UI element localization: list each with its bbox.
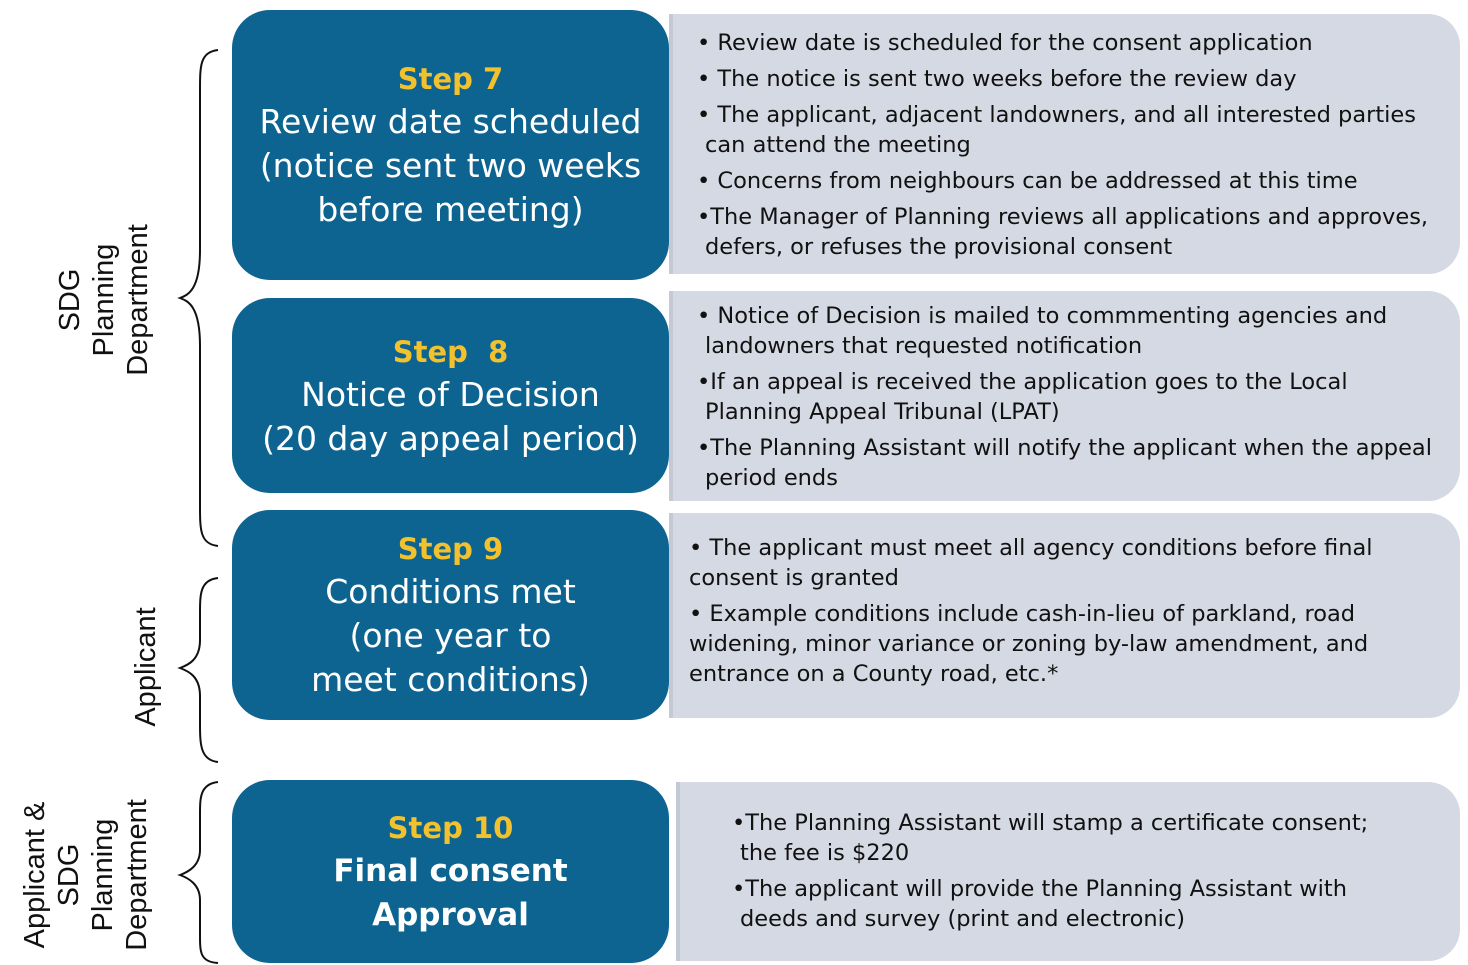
bullet-item: • The applicant, adjacent landowners, and all interested parties can attend the meeting: [697, 102, 1416, 158]
step-10-title: Step 10: [387, 810, 514, 845]
bullet-item: • The notice is sent two weeks before the review day: [697, 66, 1297, 92]
step-7-bullet-list: [697, 28, 1440, 262]
bullet-item: •If an appeal is received the application goes to the Local Planning Appeal Tribunal (LPAT): [697, 369, 1348, 425]
brace-applicant: [180, 578, 218, 762]
bullet-item: • Concerns from neighbours can be addressed at this time: [697, 168, 1358, 194]
group-label-applicant-sdg: Applicant & SDG Planning Department: [19, 799, 153, 951]
step-7-box: [232, 10, 669, 280]
bullet-item: • Notice of Decision is mailed to commmenting agencies and landowners that requested notification: [697, 303, 1388, 359]
bullet-item: • The applicant must meet all agency conditions before final consent is granted: [689, 535, 1373, 591]
group-braces: [170, 0, 230, 965]
bullet-item: • Review date is scheduled for the consent application: [697, 30, 1313, 56]
bullet-item: •The Planning Assistant will stamp a certificate consent; the fee is $220: [732, 810, 1369, 866]
step-10-text: Final consent Approval: [333, 852, 568, 933]
step-9-details: [669, 513, 1460, 718]
bullet-item: •The applicant will provide the Planning Assistant with deeds and survey (print and electronic): [732, 876, 1348, 932]
group-label-sdg-planning: SDG Planning Department: [54, 224, 154, 376]
step-9-title: Step 9: [397, 532, 504, 566]
step-9-bullet-list: [689, 533, 1440, 689]
group-label-applicant: Applicant: [130, 607, 162, 727]
step-7-text: Review date scheduled (notice sent two weeks before meeting): [259, 102, 642, 229]
step-8-text: Notice of Decision (20 day appeal period): [262, 374, 639, 458]
step-10-details: [676, 782, 1460, 961]
bullet-item: • Example conditions include cash-in-lieu of parkland, road widening, minor variance or zoning by-law amendment, and entrance on a County road, etc.*: [689, 601, 1369, 687]
step-9-box: [232, 510, 669, 720]
brace-applicant-sdg: [180, 782, 218, 963]
step-9-text: Conditions met (one year to meet conditions): [311, 572, 590, 699]
step-7-details: [669, 14, 1460, 274]
step-8-box: [232, 298, 669, 493]
step-8-title: Step 8: [392, 334, 509, 369]
step-10-bullet-list: [732, 808, 1440, 934]
step-8-bullet-list: [697, 301, 1440, 493]
brace-sdg-planning: [180, 50, 218, 546]
step-7-title: Step 7: [397, 62, 504, 96]
step-8-details: [669, 291, 1460, 501]
bullet-item: •The Planning Assistant will notify the applicant when the appeal period ends: [697, 435, 1432, 491]
bullet-item: •The Manager of Planning reviews all applications and approves, defers, or refuses the provisional consent: [697, 204, 1429, 260]
step-10-box: [232, 780, 669, 963]
